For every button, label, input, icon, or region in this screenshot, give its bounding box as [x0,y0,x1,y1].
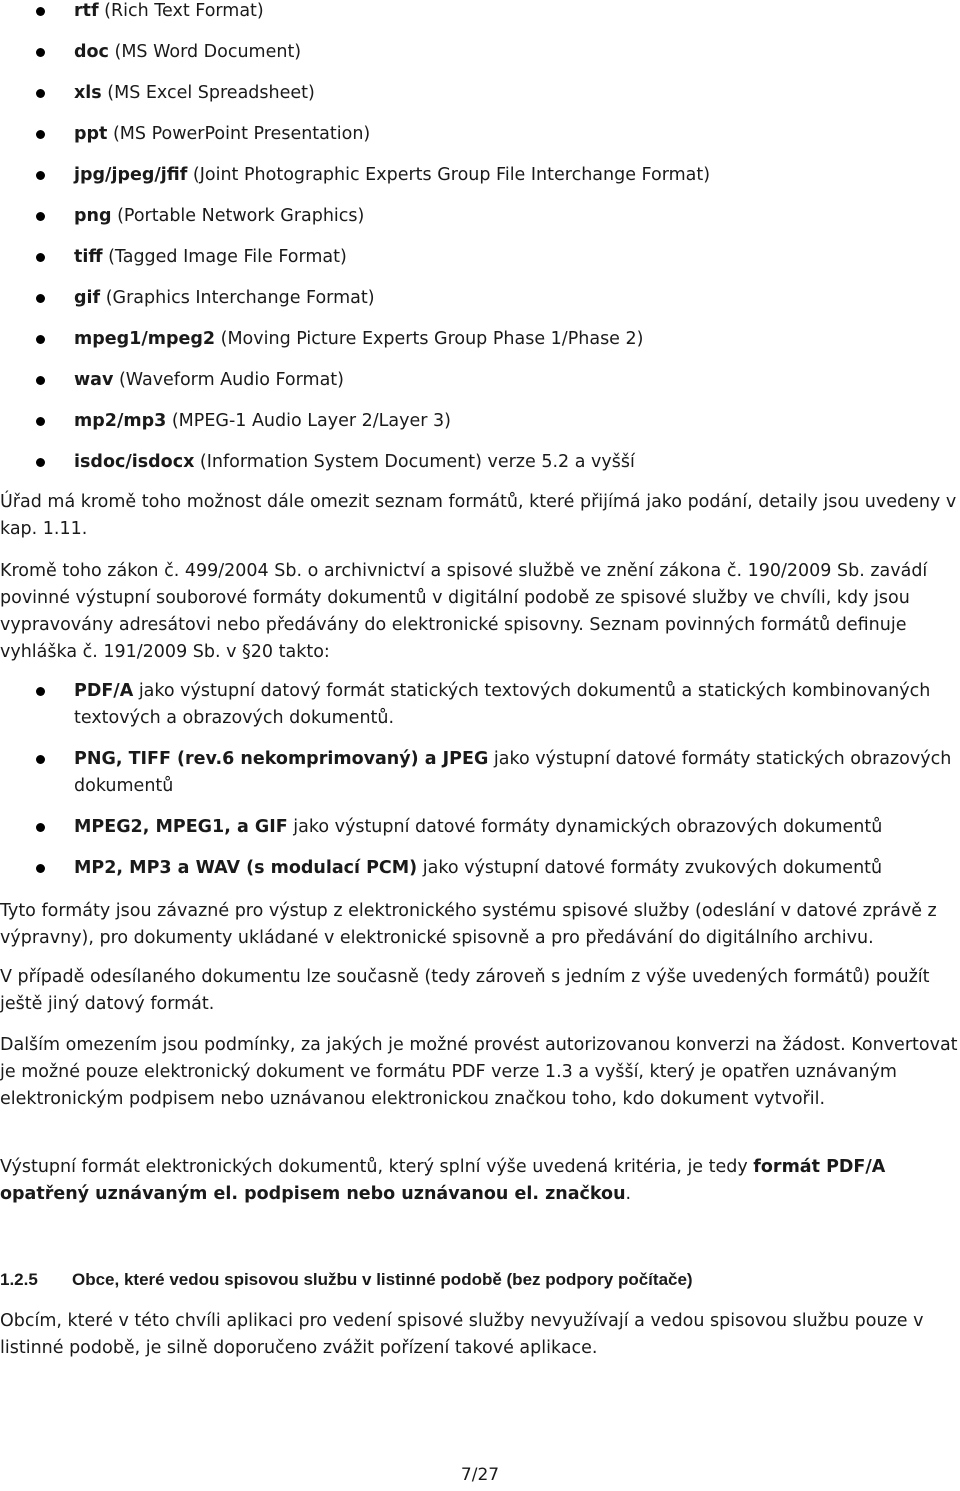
list-item: gif (Graphics Interchange Format) [0,285,960,326]
paragraph-tyto: Tyto formáty jsou závazné pro výstup z elektronického systému spisové služby (odeslání v datové zprávě z výpravny), pro dokumenty ukládané v elektronické spisovně a pro předávání do digitálního archivu. [0,901,937,948]
list-item: PDF/A jako výstupní datový formát statických textových dokumentů a statických kombinovaných textových a obrazových dokumentů. [0,678,960,746]
bullet-icon [36,864,45,873]
list-item: png (Portable Network Graphics) [0,203,960,244]
bullet-icon [36,417,45,426]
list-item: xls (MS Excel Spreadsheet) [0,80,960,121]
bullet-icon [36,212,45,221]
list-item: PNG, TIFF (rev.6 nekomprimovaný) a JPEG jako výstupní datové formáty statických obrazových dokumentů [0,746,960,814]
list-item: mpeg1/mpeg2 (Moving Picture Experts Group Phase 1/Phase 2) [0,326,960,367]
paragraph-omezeni: Dalším omezením jsou podmínky, za jakých je možné provést autorizovanou konverzi na žádost. Konvertovat je možné pouze elektronický dokument ve formátu PDF verze 1.3 a vyšší, který je opatřen uznávaným elektronickým podpisem nebo uznávanou elektronickou značkou toho, kdo dokument vytvořil. [0,1035,958,1109]
section-heading [0,1270,958,1290]
bullet-icon [36,294,45,303]
list-item: tiff (Tagged Image File Format) [0,244,960,285]
section-number: 1.2.5 [0,1270,38,1289]
page-number: 7/27 [460,1465,500,1485]
paragraph-urad: Úřad má kromě toho možnost dále omezit seznam formátů, které přijímá jako podání, detaily jsou uvedeny v kap. 1.11. [0,492,957,539]
bullet-icon [36,89,45,98]
paragraph-pripad: V případě odesílaného dokumentu lze současně (tedy zároveň s jedním z výše uvedených formátů) použít ještě jiný datový formát. [0,967,930,1014]
bullet-icon [36,687,45,696]
paragraph-vystupni: Výstupní formát elektronických dokumentů, který splní výše uvedená kritéria, je tedy formát PDF/A opatřený uznávaným el. podpisem nebo uznávanou el. značkou. [0,1157,886,1204]
list-item: mp2/mp3 (MPEG-1 Audio Layer 2/Layer 3) [0,408,960,449]
bullet-icon [36,7,45,16]
paragraph-obce: Obcím, které v této chvíli aplikaci pro vedení spisové služby nevyužívají a vedou spisovou službu pouze v listinné podobě, je silně doporučeno zvážit pořízení takové aplikace. [0,1311,924,1358]
bullet-icon [36,171,45,180]
output-formats-list [0,678,960,896]
bullet-icon [36,458,45,467]
bullet-icon [36,376,45,385]
list-item: wav (Waveform Audio Format) [0,367,960,408]
list-item: isdoc/isdocx (Information System Document) verze 5.2 a vyšší [0,449,960,490]
list-item: rtf (Rich Text Format) [0,0,960,39]
bullet-icon [36,823,45,832]
list-item: ppt (MS PowerPoint Presentation) [0,121,960,162]
formats-list [0,0,960,490]
bullet-icon [36,755,45,764]
section-title: Obce, které vedou spisovou službu v listinné podobě (bez podpory počítače) [72,1270,693,1289]
bullet-icon [36,48,45,57]
list-item: doc (MS Word Document) [0,39,960,80]
bullet-icon [36,335,45,344]
list-item: MPEG2, MPEG1, a GIF jako výstupní datové formáty dynamických obrazových dokumentů [0,814,960,855]
list-item: MP2, MP3 a WAV (s modulací PCM) jako výstupní datové formáty zvukových dokumentů [0,855,960,896]
paragraph-zakon: Kromě toho zákon č. 499/2004 Sb. o archivnictví a spisové službě ve znění zákona č. 190/2009 Sb. zavádí povinné výstupní souborové formáty dokumentů v digitální podobě ze spisové služby ve chvíli, kdy jsou vypravovány adresátovi nebo předávány do elektronické spisovny. Seznam povinných formátů definuje vyhláška č. 191/2009 Sb. v §20 takto: [0,561,928,662]
bullet-icon [36,130,45,139]
bullet-icon [36,253,45,262]
list-item: jpg/jpeg/jfif (Joint Photographic Experts Group File Interchange Format) [0,162,960,203]
